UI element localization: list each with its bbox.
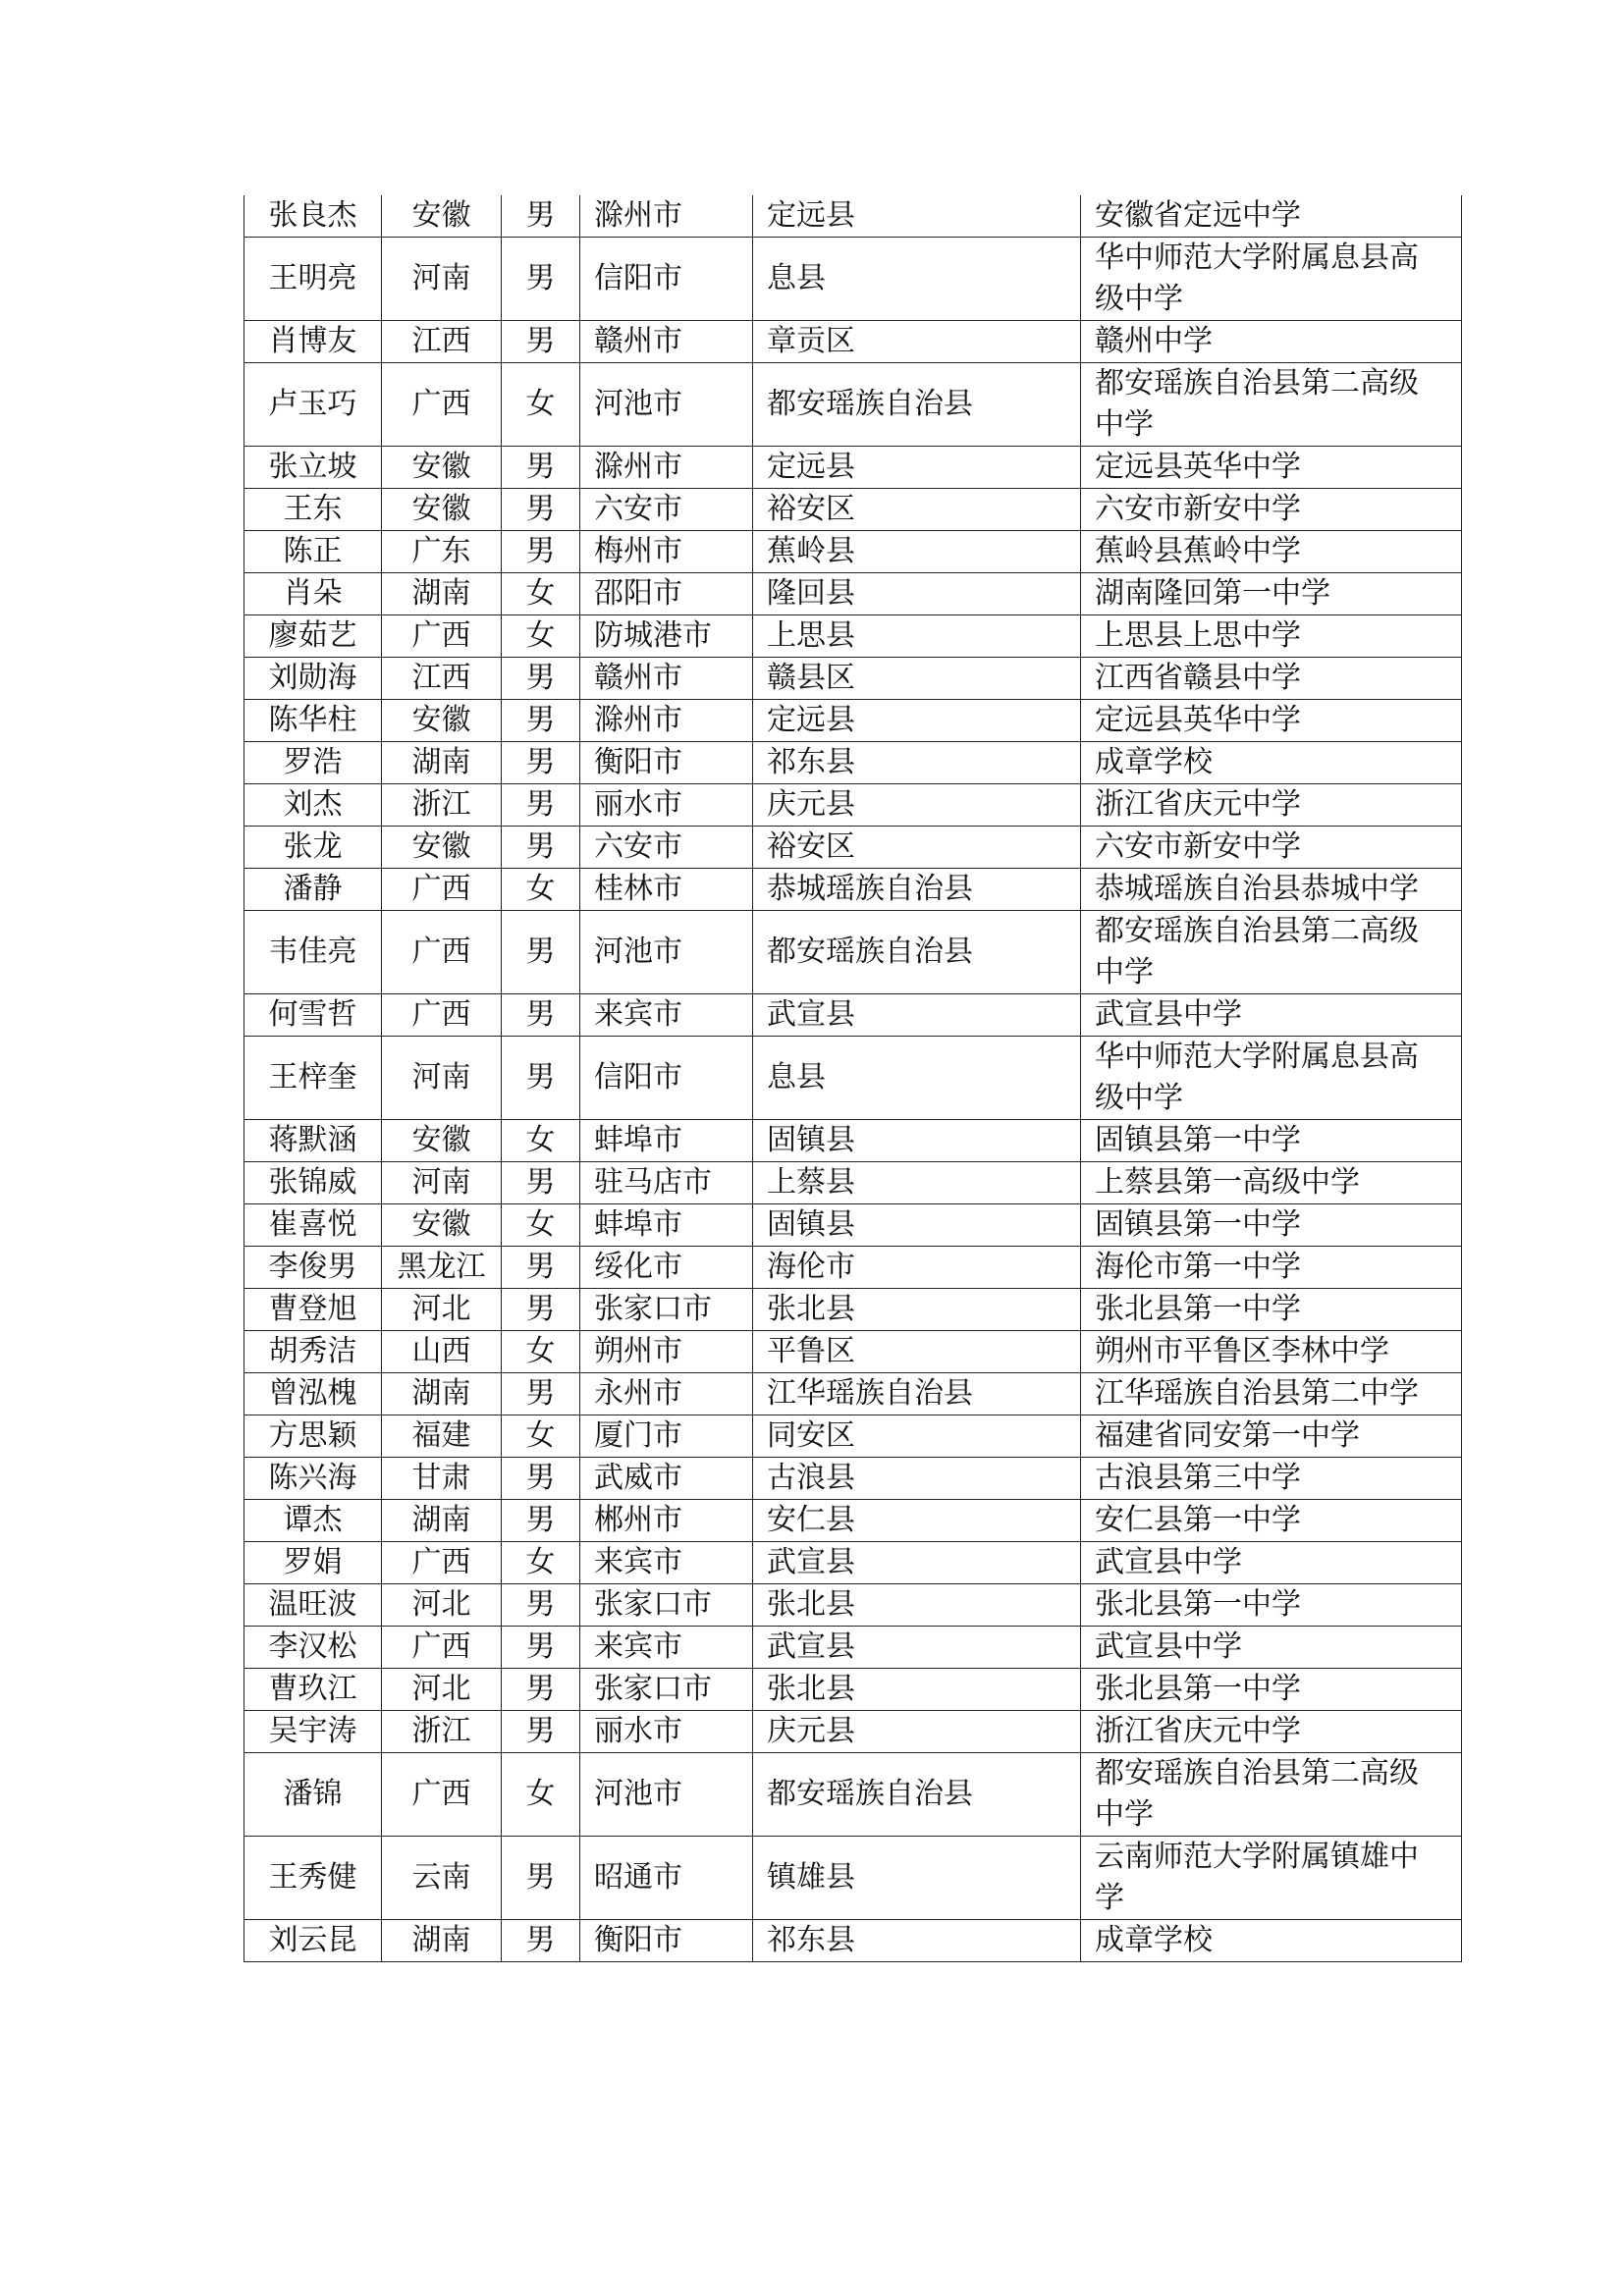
province-cell: 浙江 (382, 784, 502, 827)
school-cell: 上蔡县第一高级中学 (1081, 1162, 1462, 1204)
table-row (244, 1669, 1462, 1711)
gender-cell: 男 (502, 911, 580, 994)
city-cell: 邵阳市 (580, 573, 753, 615)
table-row (244, 827, 1462, 869)
county-cell: 息县 (753, 238, 1081, 321)
province-cell: 河南 (382, 1162, 502, 1204)
name-cell: 肖朵 (244, 573, 382, 615)
city-cell: 滁州市 (580, 700, 753, 742)
county-cell: 定远县 (753, 447, 1081, 489)
gender-cell: 女 (502, 1542, 580, 1584)
city-cell: 滁州市 (580, 195, 753, 238)
city-cell: 梅州市 (580, 531, 753, 573)
school-cell: 浙江省庆元中学 (1081, 1711, 1462, 1753)
city-cell: 来宾市 (580, 1627, 753, 1669)
name-cell: 李俊男 (244, 1247, 382, 1289)
table-row (244, 700, 1462, 742)
table-row (244, 1204, 1462, 1247)
province-cell: 江西 (382, 321, 502, 363)
gender-cell: 女 (502, 869, 580, 911)
city-cell: 朔州市 (580, 1331, 753, 1373)
table-row (244, 363, 1462, 447)
table-row (244, 321, 1462, 363)
school-cell: 古浪县第三中学 (1081, 1458, 1462, 1500)
gender-cell: 男 (502, 1837, 580, 1920)
gender-cell: 男 (502, 742, 580, 784)
table-row (244, 1837, 1462, 1920)
name-cell: 张龙 (244, 827, 382, 869)
name-cell: 曹登旭 (244, 1289, 382, 1331)
table-row (244, 1753, 1462, 1837)
table-row (244, 1458, 1462, 1500)
name-cell: 张良杰 (244, 195, 382, 238)
name-cell: 崔喜悦 (244, 1204, 382, 1247)
school-cell: 海伦市第一中学 (1081, 1247, 1462, 1289)
name-cell: 王梓奎 (244, 1037, 382, 1120)
school-cell: 六安市新安中学 (1081, 827, 1462, 869)
table-row (244, 1289, 1462, 1331)
school-cell: 武宣县中学 (1081, 1627, 1462, 1669)
gender-cell: 男 (502, 1289, 580, 1331)
table-body (244, 195, 1462, 1962)
province-cell: 广西 (382, 615, 502, 658)
province-cell: 云南 (382, 1837, 502, 1920)
county-cell: 祁东县 (753, 742, 1081, 784)
school-cell: 恭城瑶族自治县恭城中学 (1081, 869, 1462, 911)
name-cell: 王秀健 (244, 1837, 382, 1920)
city-cell: 驻马店市 (580, 1162, 753, 1204)
table-row (244, 1162, 1462, 1204)
city-cell: 郴州市 (580, 1500, 753, 1542)
city-cell: 厦门市 (580, 1415, 753, 1458)
table-row (244, 447, 1462, 489)
gender-cell: 男 (502, 1037, 580, 1120)
province-cell: 甘肃 (382, 1458, 502, 1500)
county-cell: 武宣县 (753, 1542, 1081, 1584)
table-row (244, 1037, 1462, 1120)
province-cell: 黑龙江 (382, 1247, 502, 1289)
gender-cell: 男 (502, 238, 580, 321)
city-cell: 桂林市 (580, 869, 753, 911)
table-row (244, 1373, 1462, 1415)
name-cell: 陈华柱 (244, 700, 382, 742)
county-cell: 同安区 (753, 1415, 1081, 1458)
county-cell: 庆元县 (753, 784, 1081, 827)
name-cell: 谭杰 (244, 1500, 382, 1542)
gender-cell: 女 (502, 363, 580, 447)
province-cell: 湖南 (382, 742, 502, 784)
table-row (244, 994, 1462, 1037)
province-cell: 广东 (382, 531, 502, 573)
gender-cell: 女 (502, 1204, 580, 1247)
name-cell: 曹玖江 (244, 1669, 382, 1711)
school-cell: 都安瑶族自治县第二高级中学 (1081, 911, 1462, 994)
table-row (244, 531, 1462, 573)
province-cell: 湖南 (382, 573, 502, 615)
county-cell: 安仁县 (753, 1500, 1081, 1542)
name-cell: 李汉松 (244, 1627, 382, 1669)
gender-cell: 男 (502, 658, 580, 700)
school-cell: 浙江省庆元中学 (1081, 784, 1462, 827)
city-cell: 绥化市 (580, 1247, 753, 1289)
school-cell: 云南师范大学附属镇雄中学 (1081, 1837, 1462, 1920)
province-cell: 江西 (382, 658, 502, 700)
city-cell: 蚌埠市 (580, 1204, 753, 1247)
county-cell: 张北县 (753, 1289, 1081, 1331)
name-cell: 何雪哲 (244, 994, 382, 1037)
city-cell: 昭通市 (580, 1837, 753, 1920)
table-row (244, 1331, 1462, 1373)
gender-cell: 男 (502, 489, 580, 531)
province-cell: 浙江 (382, 1711, 502, 1753)
gender-cell: 男 (502, 1373, 580, 1415)
name-cell: 王明亮 (244, 238, 382, 321)
province-cell: 湖南 (382, 1373, 502, 1415)
table-row (244, 1415, 1462, 1458)
gender-cell: 男 (502, 1162, 580, 1204)
school-cell: 张北县第一中学 (1081, 1289, 1462, 1331)
province-cell: 湖南 (382, 1500, 502, 1542)
province-cell: 福建 (382, 1415, 502, 1458)
county-cell: 武宣县 (753, 1627, 1081, 1669)
gender-cell: 男 (502, 1669, 580, 1711)
city-cell: 河池市 (580, 363, 753, 447)
province-cell: 山西 (382, 1331, 502, 1373)
county-cell: 都安瑶族自治县 (753, 1753, 1081, 1837)
school-cell: 上思县上思中学 (1081, 615, 1462, 658)
gender-cell: 男 (502, 1627, 580, 1669)
province-cell: 广西 (382, 1627, 502, 1669)
province-cell: 河北 (382, 1669, 502, 1711)
school-cell: 成章学校 (1081, 742, 1462, 784)
province-cell: 河北 (382, 1289, 502, 1331)
name-cell: 潘静 (244, 869, 382, 911)
county-cell: 固镇县 (753, 1120, 1081, 1162)
county-cell: 祁东县 (753, 1920, 1081, 1962)
city-cell: 来宾市 (580, 1542, 753, 1584)
gender-cell: 男 (502, 827, 580, 869)
name-cell: 蒋默涵 (244, 1120, 382, 1162)
county-cell: 张北县 (753, 1669, 1081, 1711)
table-row (244, 1627, 1462, 1669)
province-cell: 河北 (382, 1584, 502, 1627)
school-cell: 武宣县中学 (1081, 1542, 1462, 1584)
table-row (244, 1500, 1462, 1542)
name-cell: 方思颖 (244, 1415, 382, 1458)
county-cell: 赣县区 (753, 658, 1081, 700)
city-cell: 六安市 (580, 489, 753, 531)
school-cell: 张北县第一中学 (1081, 1584, 1462, 1627)
province-cell: 广西 (382, 911, 502, 994)
county-cell: 裕安区 (753, 489, 1081, 531)
student-roster-table (244, 195, 1462, 1962)
city-cell: 赣州市 (580, 658, 753, 700)
table-row (244, 238, 1462, 321)
school-cell: 湖南隆回第一中学 (1081, 573, 1462, 615)
gender-cell: 女 (502, 1120, 580, 1162)
table-row (244, 1542, 1462, 1584)
county-cell: 隆回县 (753, 573, 1081, 615)
county-cell: 镇雄县 (753, 1837, 1081, 1920)
city-cell: 信阳市 (580, 1037, 753, 1120)
county-cell: 定远县 (753, 195, 1081, 238)
gender-cell: 女 (502, 615, 580, 658)
gender-cell: 男 (502, 195, 580, 238)
name-cell: 潘锦 (244, 1753, 382, 1837)
county-cell: 定远县 (753, 700, 1081, 742)
county-cell: 都安瑶族自治县 (753, 911, 1081, 994)
province-cell: 广西 (382, 363, 502, 447)
school-cell: 华中师范大学附属息县高级中学 (1081, 1037, 1462, 1120)
name-cell: 罗浩 (244, 742, 382, 784)
school-cell: 定远县英华中学 (1081, 700, 1462, 742)
county-cell: 庆元县 (753, 1711, 1081, 1753)
city-cell: 永州市 (580, 1373, 753, 1415)
name-cell: 刘云昆 (244, 1920, 382, 1962)
name-cell: 张锦威 (244, 1162, 382, 1204)
name-cell: 刘勋海 (244, 658, 382, 700)
school-cell: 都安瑶族自治县第二高级中学 (1081, 1753, 1462, 1837)
table-row (244, 615, 1462, 658)
school-cell: 安仁县第一中学 (1081, 1500, 1462, 1542)
city-cell: 衡阳市 (580, 742, 753, 784)
gender-cell: 女 (502, 1331, 580, 1373)
county-cell: 张北县 (753, 1584, 1081, 1627)
gender-cell: 男 (502, 1711, 580, 1753)
school-cell: 福建省同安第一中学 (1081, 1415, 1462, 1458)
name-cell: 罗娟 (244, 1542, 382, 1584)
gender-cell: 女 (502, 573, 580, 615)
county-cell: 武宣县 (753, 994, 1081, 1037)
province-cell: 安徽 (382, 1120, 502, 1162)
gender-cell: 男 (502, 321, 580, 363)
gender-cell: 男 (502, 1458, 580, 1500)
city-cell: 防城港市 (580, 615, 753, 658)
table-row (244, 658, 1462, 700)
county-cell: 章贡区 (753, 321, 1081, 363)
county-cell: 息县 (753, 1037, 1081, 1120)
gender-cell: 男 (502, 1247, 580, 1289)
gender-cell: 男 (502, 700, 580, 742)
table-row (244, 869, 1462, 911)
school-cell: 华中师范大学附属息县高级中学 (1081, 238, 1462, 321)
province-cell: 安徽 (382, 195, 502, 238)
table-row (244, 573, 1462, 615)
county-cell: 固镇县 (753, 1204, 1081, 1247)
county-cell: 海伦市 (753, 1247, 1081, 1289)
school-cell: 武宣县中学 (1081, 994, 1462, 1037)
city-cell: 信阳市 (580, 238, 753, 321)
province-cell: 广西 (382, 1753, 502, 1837)
school-cell: 安徽省定远中学 (1081, 195, 1462, 238)
school-cell: 赣州中学 (1081, 321, 1462, 363)
county-cell: 古浪县 (753, 1458, 1081, 1500)
school-cell: 江华瑶族自治县第二中学 (1081, 1373, 1462, 1415)
city-cell: 武威市 (580, 1458, 753, 1500)
gender-cell: 男 (502, 531, 580, 573)
province-cell: 广西 (382, 869, 502, 911)
city-cell: 张家口市 (580, 1669, 753, 1711)
province-cell: 安徽 (382, 827, 502, 869)
city-cell: 滁州市 (580, 447, 753, 489)
province-cell: 安徽 (382, 1204, 502, 1247)
county-cell: 上思县 (753, 615, 1081, 658)
gender-cell: 男 (502, 1500, 580, 1542)
school-cell: 张北县第一中学 (1081, 1669, 1462, 1711)
city-cell: 来宾市 (580, 994, 753, 1037)
name-cell: 王东 (244, 489, 382, 531)
school-cell: 固镇县第一中学 (1081, 1204, 1462, 1247)
name-cell: 廖茹艺 (244, 615, 382, 658)
name-cell: 陈正 (244, 531, 382, 573)
table-row (244, 1584, 1462, 1627)
county-cell: 恭城瑶族自治县 (753, 869, 1081, 911)
city-cell: 张家口市 (580, 1584, 753, 1627)
school-cell: 固镇县第一中学 (1081, 1120, 1462, 1162)
name-cell: 胡秀洁 (244, 1331, 382, 1373)
city-cell: 张家口市 (580, 1289, 753, 1331)
table-row (244, 1120, 1462, 1162)
name-cell: 刘杰 (244, 784, 382, 827)
table-row (244, 1920, 1462, 1962)
county-cell: 江华瑶族自治县 (753, 1373, 1081, 1415)
county-cell: 裕安区 (753, 827, 1081, 869)
table-row (244, 911, 1462, 994)
school-cell: 蕉岭县蕉岭中学 (1081, 531, 1462, 573)
province-cell: 湖南 (382, 1920, 502, 1962)
gender-cell: 男 (502, 447, 580, 489)
school-cell: 朔州市平鲁区李林中学 (1081, 1331, 1462, 1373)
city-cell: 衡阳市 (580, 1920, 753, 1962)
city-cell: 蚌埠市 (580, 1120, 753, 1162)
name-cell: 肖博友 (244, 321, 382, 363)
county-cell: 上蔡县 (753, 1162, 1081, 1204)
province-cell: 安徽 (382, 700, 502, 742)
province-cell: 河南 (382, 1037, 502, 1120)
gender-cell: 男 (502, 784, 580, 827)
county-cell: 都安瑶族自治县 (753, 363, 1081, 447)
province-cell: 广西 (382, 994, 502, 1037)
county-cell: 平鲁区 (753, 1331, 1081, 1373)
name-cell: 吴宇涛 (244, 1711, 382, 1753)
table-row (244, 1247, 1462, 1289)
city-cell: 赣州市 (580, 321, 753, 363)
school-cell: 都安瑶族自治县第二高级中学 (1081, 363, 1462, 447)
table-row (244, 195, 1462, 238)
province-cell: 广西 (382, 1542, 502, 1584)
province-cell: 安徽 (382, 489, 502, 531)
name-cell: 韦佳亮 (244, 911, 382, 994)
city-cell: 河池市 (580, 1753, 753, 1837)
table-row (244, 489, 1462, 531)
county-cell: 蕉岭县 (753, 531, 1081, 573)
city-cell: 丽水市 (580, 784, 753, 827)
province-cell: 河南 (382, 238, 502, 321)
gender-cell: 男 (502, 994, 580, 1037)
school-cell: 江西省赣县中学 (1081, 658, 1462, 700)
name-cell: 曾泓槐 (244, 1373, 382, 1415)
table-row (244, 1711, 1462, 1753)
name-cell: 张立坡 (244, 447, 382, 489)
city-cell: 六安市 (580, 827, 753, 869)
gender-cell: 男 (502, 1584, 580, 1627)
school-cell: 成章学校 (1081, 1920, 1462, 1962)
city-cell: 丽水市 (580, 1711, 753, 1753)
name-cell: 陈兴海 (244, 1458, 382, 1500)
table-row (244, 742, 1462, 784)
gender-cell: 女 (502, 1753, 580, 1837)
city-cell: 河池市 (580, 911, 753, 994)
table-row (244, 784, 1462, 827)
name-cell: 卢玉巧 (244, 363, 382, 447)
school-cell: 六安市新安中学 (1081, 489, 1462, 531)
gender-cell: 男 (502, 1920, 580, 1962)
gender-cell: 女 (502, 1415, 580, 1458)
school-cell: 定远县英华中学 (1081, 447, 1462, 489)
province-cell: 安徽 (382, 447, 502, 489)
name-cell: 温旺波 (244, 1584, 382, 1627)
